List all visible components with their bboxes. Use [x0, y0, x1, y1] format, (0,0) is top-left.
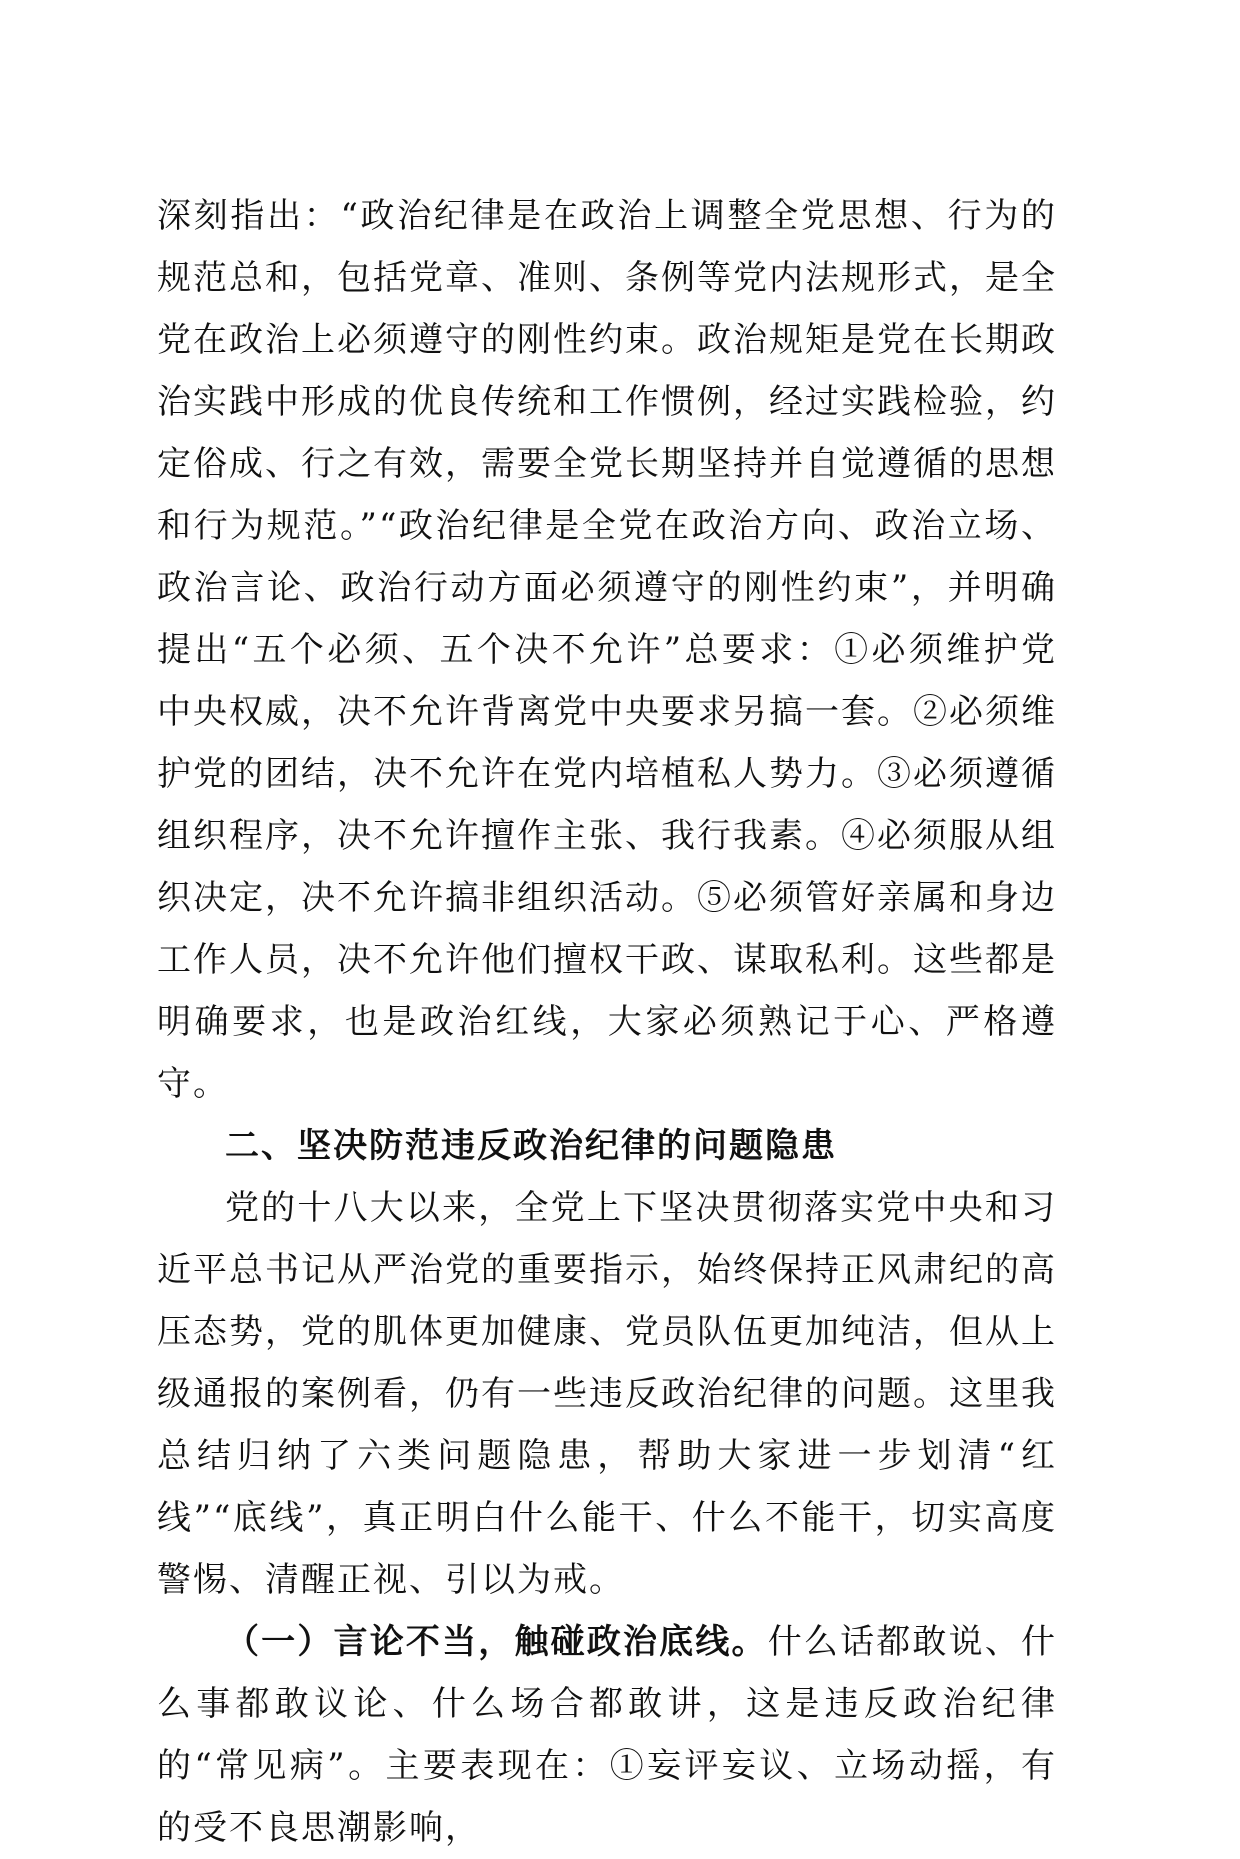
- subsection-1-paragraph: [157, 1611, 1057, 1859]
- paragraph-problem-overview: 党的十八大以来，全党上下坚决贯彻落实党中央和习近平总书记从严治党的重要指示，始终保持正风肃纪的高压态势，党的肌体更加健康、党员队伍更加纯洁，但从上级通报的案例看，仍有一些违反政治纪律的问题。这里我总结归纳了六类问题隐患，帮助大家进一步划清“红线”“底线”，真正明白什么能干、什么不能干，切实高度警惕、清醒正视、引以为戒。: [157, 1188, 1057, 1600]
- paragraph-political-discipline-definition: 深刻指出：“政治纪律是在政治上调整全党思想、行为的规范总和，包括党章、准则、条例等党内法规形式，是全党在政治上必须遵守的刚性约束。政治规矩是党在长期政治实践中形成的优良传统和工作惯例，经过实践检验，约定俗成、行之有效，需要全党长期坚持并自觉遵循的思想和行为规范。”“政治纪律是全党在政治方向、政治立场、政治言论、政治行动方面必须遵守的刚性约束”，并明确提出“五个必须、五个决不允许”总要求：①必须维护党中央权威，决不允许背离党中央要求另搞一套。②必须维护党的团结，决不允许在党内培植私人势力。③必须遵循组织程序，决不允许擅作主张、我行我素。④必须服从组织决定，决不允许搞非组织活动。⑤必须管好亲属和身边工作人员，决不允许他们擅权干政、谋取私利。这些都是明确要求，也是政治红线，大家必须熟记于心、严格遵守。: [157, 196, 1057, 1104]
- subsection-1-body: 什么话都敢说、什么事都敢议论、什么场合都敢讲，这是违反政治纪律的“常见病”。主要表现在：①妄评妄议、立场动摇，有的受不良思潮影响，: [157, 1622, 1058, 1848]
- document-body: [157, 185, 1057, 1859]
- section-heading-2: 二、坚决防范违反政治纪律的问题隐患: [225, 1126, 837, 1166]
- subsection-1-title: （一）言论不当，触碰政治底线。: [225, 1622, 768, 1662]
